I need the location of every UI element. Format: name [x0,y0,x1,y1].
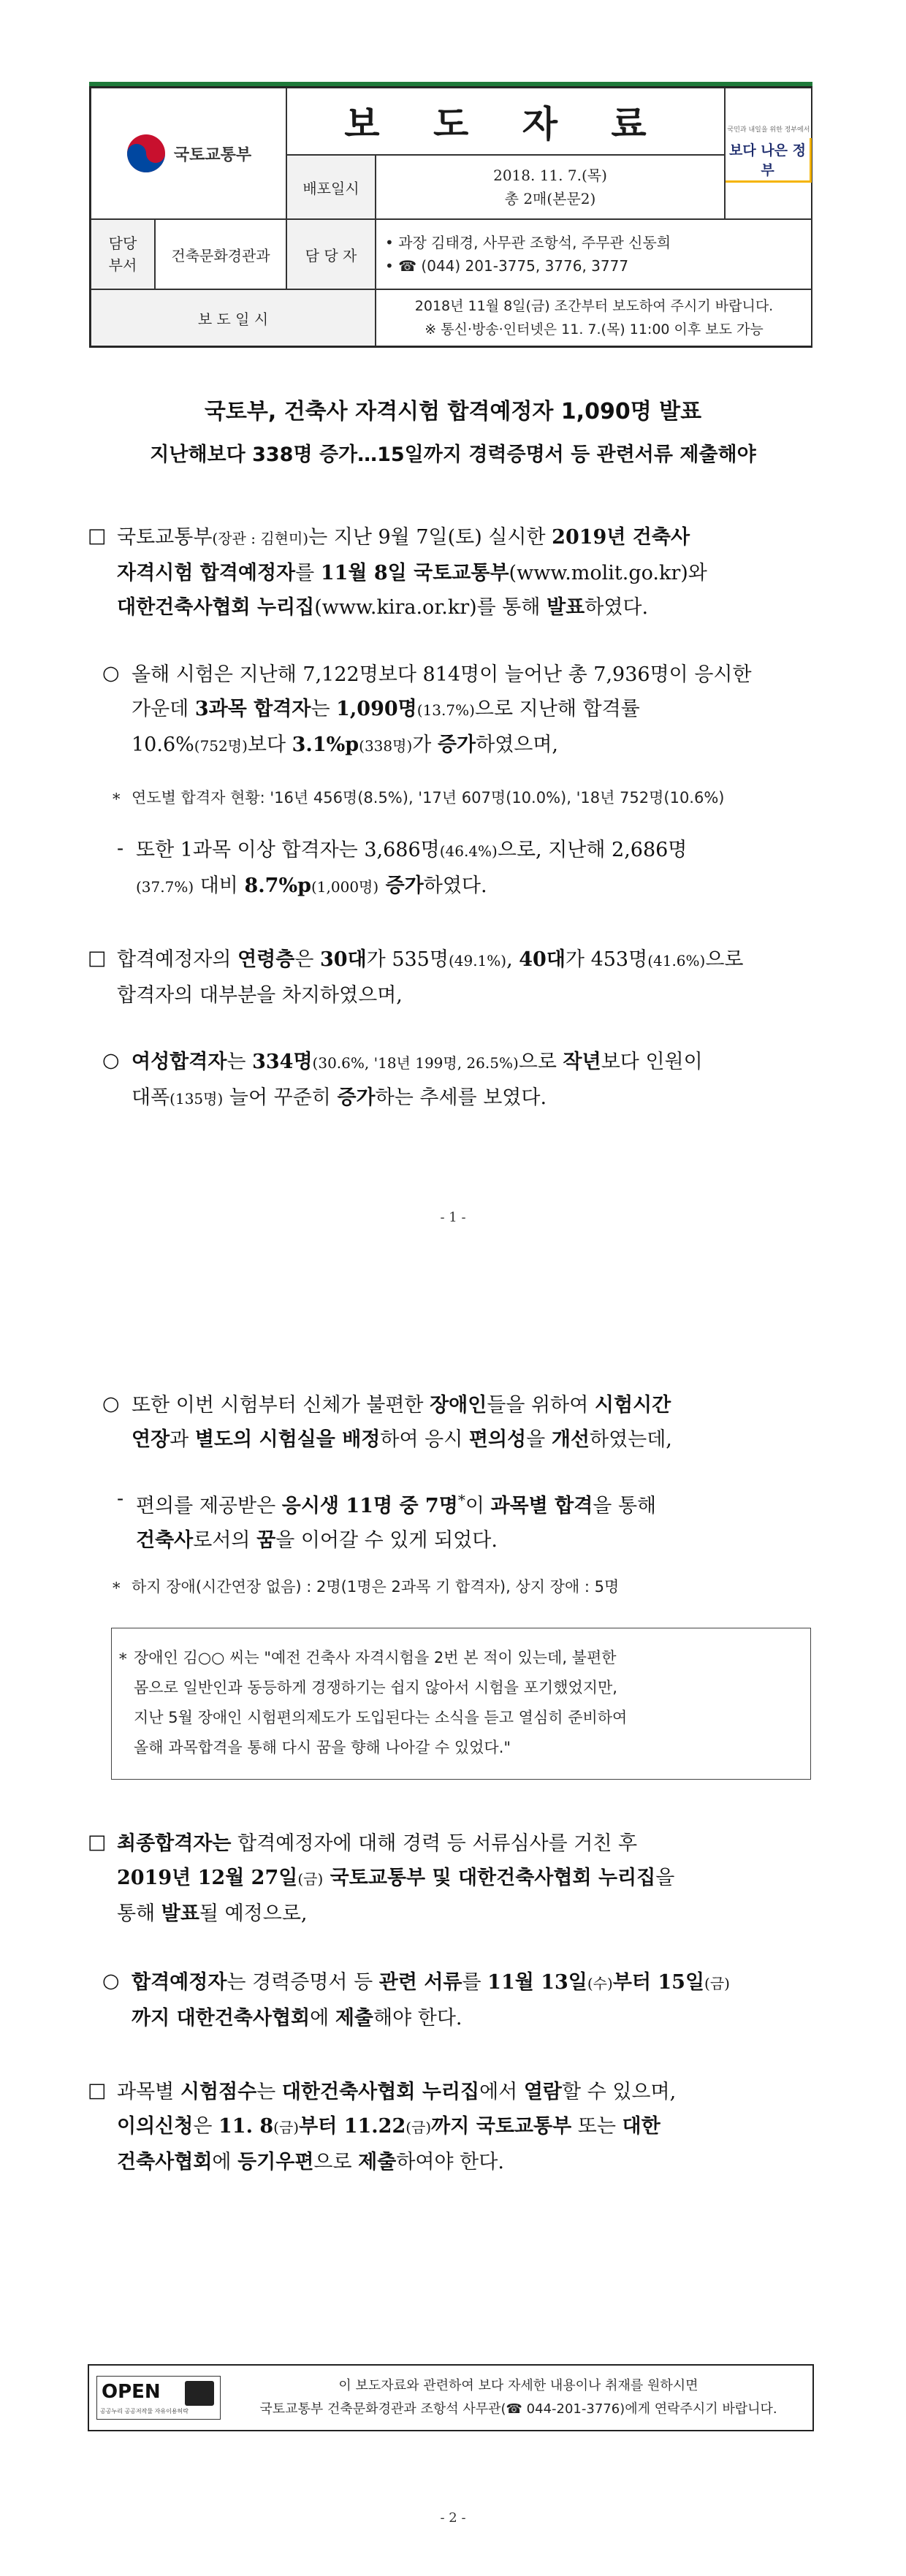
text-run: (49.1%) [448,952,507,969]
release-label-cell [91,289,376,346]
text-run: 국토교통부 및 대한건축사협회 누리집 [323,1867,656,1889]
text-run: 보다 [247,733,292,756]
text-run: 는 지난 9월 7일(토) 실시한 [308,526,552,549]
distribution-label: 배포일시 [302,179,359,197]
text-run: 건축사협회 [117,2151,213,2173]
text-run: (13.7%) [416,701,475,719]
dept-value-cell [155,219,286,289]
text-run: 시험시간 [594,1394,671,1417]
text-run: 가 535명 [366,948,449,971]
text-run: 으로 [705,948,744,971]
manager-value-cell [376,219,812,289]
text-run: 3.1%p [292,733,359,756]
text-run: 증가 [378,874,424,897]
text-run: 10.6% [132,733,194,756]
dash-bullet: - [117,1487,124,1510]
text-run: 11월 8일 국토교통부 [320,562,509,584]
note-yearly-stats: 연도별 합격자 현황: '16년 456명(8.5%), '17년 607명(10.0%), '18년 752명(10.6%) [132,789,725,807]
text-run: 늘어 꾸준히 [223,1086,338,1109]
text-run: 8.7%p [244,874,311,897]
text-run: 2019년 12월 27일 [117,1867,298,1889]
text-run: (금) [273,2119,300,2136]
text-run: 부터 [612,1971,658,1994]
text-run: 장애인 [430,1394,487,1417]
ministry-logo-cell [91,88,286,219]
title-cell [286,88,725,155]
text-run: (752명) [194,737,248,755]
text-run: * [457,1491,465,1509]
headline-sub: 지난해보다 338명 증가…15일까지 경력증명서 등 관련서류 제출해야 [150,443,756,466]
text-run: 하였으며, [476,733,559,756]
text-run: 에 [310,2007,335,2030]
text-run: 증가 [437,733,476,756]
text-run: 최종합격자는 [117,1832,232,1855]
text-run: (135명) [170,1090,224,1108]
text-run: 대폭 [132,1086,170,1109]
text-run: (46.4%) [439,842,498,860]
gov-slogan-small: 국민과 내일을 위한 정부에서 [727,126,810,134]
person-icon [185,2381,214,2406]
circle-bullet: ○ [102,1049,120,1072]
gov-slogan: 보다 나은 정부 [726,138,812,183]
text-run: 합격예정자의 [117,948,238,971]
text-run: 하는 추세를 보였다. [375,1086,547,1109]
open-badge-text: OPEN [102,2381,161,2403]
release-line2: ※ 통신·방송·인터넷은 11. 7.(목) 11:00 이후 보도 가능 [425,321,764,338]
text-run: 자격시험 합격예정자 [117,562,296,584]
open-badge-caption: 공공누리 공공저작물 자유이용허락 [100,2408,189,2415]
circle-bullet: ○ [102,662,120,685]
text-run: 30대 [320,948,367,971]
text-run: 를 [462,1971,488,1994]
text-run: 는 [226,1051,253,1073]
text-run: 올해 시험은 지난해 7,122명보다 814명이 늘어난 총 7,936명이 응시한 [132,663,752,686]
text-run: 3과목 합격자 [194,698,311,720]
manager-label-cell [286,219,376,289]
text-run: 합격예정자에 대해 경력 등 서류심사를 거친 후 [231,1832,638,1855]
text-run: 는 [256,2081,282,2103]
text-run: (금) [297,1870,324,1888]
square-bullet: □ [88,947,107,969]
text-run: 까지 국토교통부 [431,2115,572,2138]
page-number-2: - 2 - [440,2510,466,2526]
text-run: 꿈 [256,1529,276,1552]
paragraph-announcement [117,520,811,625]
text-run: 보다 인원이 [601,1051,703,1073]
asterisk-mark: * [113,790,121,808]
text-run: 가 [412,733,438,756]
text-run: 별도의 시험실을 배정 [194,1428,381,1451]
text-run: , [506,948,519,971]
text-run: 연령층 [237,948,295,971]
text-run: 국토교통부 [117,526,213,549]
text-run: 하였는데, [589,1428,672,1451]
text-run: (41.6%) [647,952,706,969]
text-run: 또는 [571,2115,623,2138]
text-run: 이의신청 [117,2115,194,2138]
text-run: 과 [170,1428,195,1451]
text-run: (www.kira.or.kr)를 통해 [314,596,547,619]
square-bullet: □ [88,1831,107,1853]
text-run: 여성합격자 [132,1051,227,1073]
text-run: 하였다. [423,874,487,897]
text-run: 에서 [479,2081,524,2103]
text-run: 증가 [337,1086,376,1109]
text-run: 하였다. [585,596,649,619]
release-line1: 2018년 11월 8일(금) 조간부터 보도하여 주시기 바랍니다. [414,298,774,314]
paragraph-scores-appeal [117,2075,811,2179]
text-run: (장관 : 김현미) [212,530,309,547]
text-run: 1,090명 [336,698,417,720]
text-run: 제출 [335,2007,373,2030]
text-run: 40대 [519,948,566,971]
text-run: 합격자의 대부분을 차지하였으며, [117,984,403,1007]
text-run: 응시생 11명 중 7명 [281,1495,458,1517]
paragraph-documents [132,1965,811,2035]
distribution-pages: 총 2매(본문2) [504,190,596,207]
ministry-name: 국토교통부 [173,145,252,164]
text-run: 개선 [551,1428,590,1451]
headline-main: 국토부, 건축사 자격시험 합격예정자 1,090명 발표 [204,399,702,424]
text-run: (금) [406,2119,432,2136]
paragraph-final-announcement [117,1826,811,1931]
text-run: 연장 [132,1428,170,1451]
text-run: (338명) [359,737,413,755]
text-run: 또한 이번 시험부터 신체가 불편한 [132,1394,430,1417]
text-run: 하여야 한다. [396,2151,504,2173]
text-run: 334명 [252,1051,313,1073]
release-label: 보 도 일 시 [197,310,269,328]
text-run: 올해 과목합격을 통해 다시 꿈을 향해 나아갈 수 있었다." [134,1739,511,1756]
dept-label-cell [91,219,155,289]
paragraph-women [132,1045,811,1116]
text-run: 는 경력증명서 등 [226,1971,379,1994]
text-run: 가 453명 [565,948,648,971]
text-run: 을 통해 [593,1495,657,1517]
text-run: 이 보도자료와 관련하여 보다 자세한 내용이나 취재를 원하시면 [338,2378,698,2393]
text-run: 에 [212,2151,238,2173]
text-run: 발표 [161,1902,199,1925]
distribution-date: 2018. 11. 7.(목) [493,167,607,184]
text-run: 편의를 제공받은 [136,1495,282,1517]
text-run: 할 수 있으며, [562,2081,677,2103]
text-run: 해야 한다. [373,2007,462,2030]
note-disability-types: 하지 장애(시간연장 없음) : 2명(1명은 2과목 기 합격자), 상지 장애 : 5명 [132,1578,620,1596]
text-run: 과목별 [117,2081,180,2103]
contact-footer [88,2364,814,2431]
dash-bullet: - [117,837,124,860]
text-run: 를 [295,562,321,584]
kogl-open-badge [96,2376,221,2420]
paragraph-one-subject [136,833,811,904]
text-run: 시험점수 [180,2081,257,2103]
text-run: 작년 [563,1051,601,1073]
press-release-title: 보 도 자 료 [344,103,667,145]
text-run: 과목별 합격 [490,1495,593,1517]
text-run: 는 [311,698,337,720]
manager-phone: • ☎ (044) 201-3775, 3776, 3777 [385,257,629,275]
text-run: 장애인 김○○ 씨는 "예전 건축사 자격시험을 2번 본 적이 있는데, 불편한 [134,1649,617,1666]
paragraph-age-groups [117,942,811,1013]
text-run: 대한 [622,2115,661,2138]
text-run: 통해 [117,1902,161,1925]
text-run: (37.7%) [136,878,194,896]
text-run: 합격예정자 [132,1971,227,1994]
text-run: 11. 8 [218,2115,274,2138]
manager-label: 담 당 자 [305,246,357,264]
taegeuk-logo-icon [126,133,167,174]
text-run: 지난 5월 장애인 시험편의제도가 도입된다는 소식을 듣고 열심히 준비하여 [134,1709,628,1726]
square-bullet: □ [88,2079,107,2102]
text-run: 또한 1과목 이상 합격자는 3,686명 [136,839,440,861]
distribution-value-cell [376,155,725,219]
paragraph-accommodation [132,1388,811,1457]
asterisk-mark: * [113,1579,121,1597]
text-run: 이 [465,1495,491,1517]
text-run: (금) [704,1975,730,1992]
text-run: 으로 [518,1051,563,1073]
text-run: 국토교통부 건축문화경관과 조항석 사무관(☎ 044-201-3776)에게 연락주시기 바랍니다. [259,2401,777,2417]
text-run: 가운데 [132,698,195,720]
text-run: 발표 [547,596,585,619]
text-run: 대한건축사협회 누리집 [117,596,315,619]
circle-bullet: ○ [102,1392,120,1415]
gov-slogan-cell [725,88,812,219]
text-run: 대한건축사협회 누리집 [281,2081,480,2103]
text-run: 은 [294,948,320,971]
text-run: 하여 응시 [380,1428,469,1451]
paragraph-pass-rate [132,658,811,763]
text-run: 으로 [313,2151,359,2173]
circle-bullet: ○ [102,1970,120,1992]
text-run: 11.22 [343,2115,406,2138]
footer-contact-text [228,2374,809,2421]
asterisk-mark: * [119,1650,127,1668]
text-run: 을 [526,1428,552,1451]
paragraph-disabled-pass [136,1483,811,1558]
text-run: 2019년 건축사 [552,526,690,549]
text-run: 제출 [358,2151,397,2173]
text-run: 될 예정으로, [199,1902,308,1925]
text-run: 로서의 [193,1529,257,1552]
text-run: 15일 [658,1971,705,1994]
distribution-label-cell [286,155,376,219]
text-run: (30.6%, '18년 199명, 26.5%) [312,1054,519,1072]
testimonial-box [111,1628,811,1780]
page-number-1: - 1 - [440,1210,466,1225]
text-run: 관련 서류 [378,1971,462,1994]
testimonial-text [134,1643,799,1763]
text-run: 건축사 [136,1529,194,1552]
text-run: 대비 [194,874,245,897]
text-run: 등기우편 [237,2151,314,2173]
text-run: 을 [655,1867,675,1889]
dept-label: 담당 부서 [108,235,137,274]
text-run: 까지 대한건축사협회 [132,2007,311,2030]
text-run: 부터 [299,2115,344,2138]
text-run: 11월 13일 [487,1971,587,1994]
text-run: 을 이어갈 수 있게 되었다. [275,1529,498,1552]
dept-value: 건축문화경관과 [171,246,270,264]
text-run: (1,000명) [311,878,379,896]
manager-names: • 과장 김태경, 사무관 조항석, 주무관 신동희 [385,234,671,251]
text-run: (수) [587,1975,613,1992]
press-release-header [89,86,812,348]
release-value-cell [376,289,812,346]
text-run: 으로 지난해 합격률 [474,698,640,720]
text-run: 편의성 [468,1428,527,1451]
square-bullet: □ [88,525,107,547]
text-run: 몸으로 일반인과 동등하게 경쟁하기는 쉽지 않아서 시험을 포기했었지만, [134,1679,617,1696]
text-run: 은 [193,2115,218,2138]
text-run: 들을 위하여 [487,1394,595,1417]
text-run: 열람 [523,2081,562,2103]
text-run: 으로, 지난해 2,686명 [497,839,688,861]
text-run: (www.molit.go.kr)와 [509,562,707,584]
